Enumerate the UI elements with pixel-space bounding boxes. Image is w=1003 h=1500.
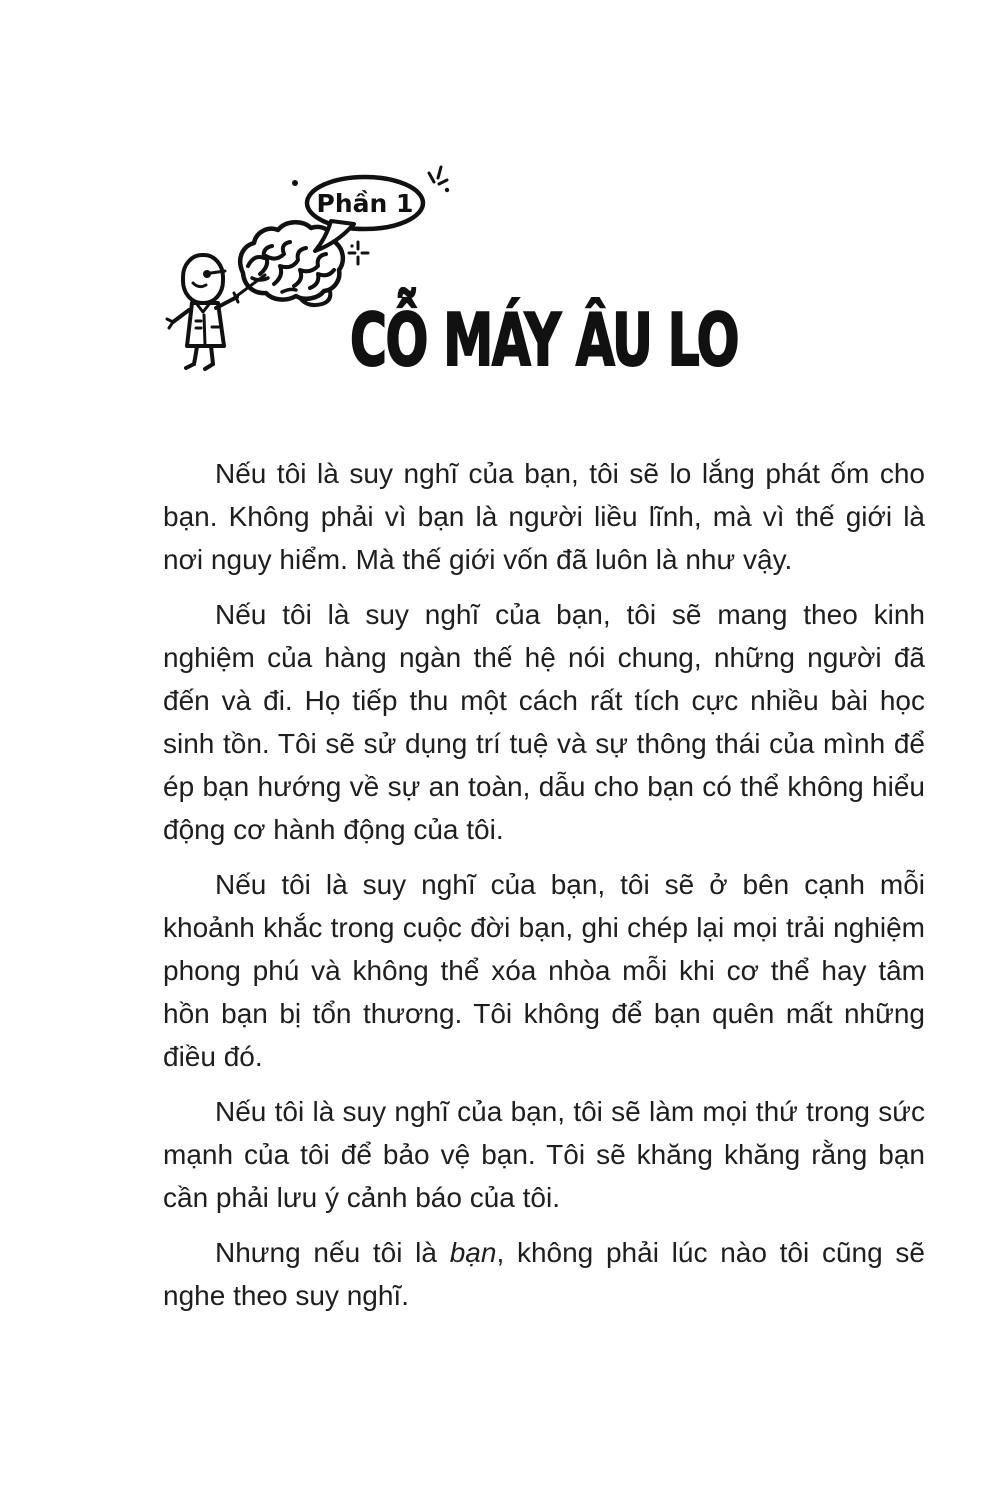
paragraph: [163, 1231, 925, 1317]
paragraph-text: Nhưng nếu tôi là: [215, 1237, 450, 1268]
paragraph-text: , không phải lúc nào tôi cũng sẽ nghe theo suy nghĩ.: [163, 1237, 925, 1311]
paragraph: Nếu tôi là suy nghĩ của bạn, tôi sẽ ở bên cạnh mỗi khoảnh khắc trong cuộc đời bạn, ghi chép lại mọi trải nghiệm phong phú và không thể xóa nhòa mỗi khi cơ thể hay tâm hồn bạn bị tổn thương. Tôi không để bạn quên mất những điều đó.: [163, 869, 925, 1072]
emphasized-word: bạn: [449, 1237, 497, 1268]
paragraph: Nếu tôi là suy nghĩ của bạn, tôi sẽ lo lắng phát ốm cho bạn. Không phải vì bạn là người liều lĩnh, mà vì thế giới là nơi nguy hiểm. Mà thế giới vốn đã luôn là như vậy.: [163, 458, 925, 575]
paragraph: Nếu tôi là suy nghĩ của bạn, tôi sẽ làm mọi thứ trong sức mạnh của tôi để bảo vệ bạn. Tôi sẽ khăng khăng rằng bạn cần phải lưu ý cảnh báo của tôi.: [163, 1096, 925, 1213]
part-label: Phần 1: [316, 189, 414, 218]
chapter-body: [163, 452, 925, 1329]
chapter-title: CỖ MÁY ÂU LO: [349, 298, 739, 382]
paragraph: Nếu tôi là suy nghĩ của bạn, tôi sẽ mang theo kinh nghiệm của hàng ngàn thế hệ nói chung, những người đã đến và đi. Họ tiếp thu một cách rất tích cực nhiều bài học sinh tồn. Tôi sẽ sử dụng trí tuệ và sự thông thái của mình để ép bạn hướng về sự an toàn, dẫu cho bạn có thể không hiểu động cơ hành động của tôi.: [163, 599, 925, 845]
speech-bubble: [307, 177, 423, 251]
